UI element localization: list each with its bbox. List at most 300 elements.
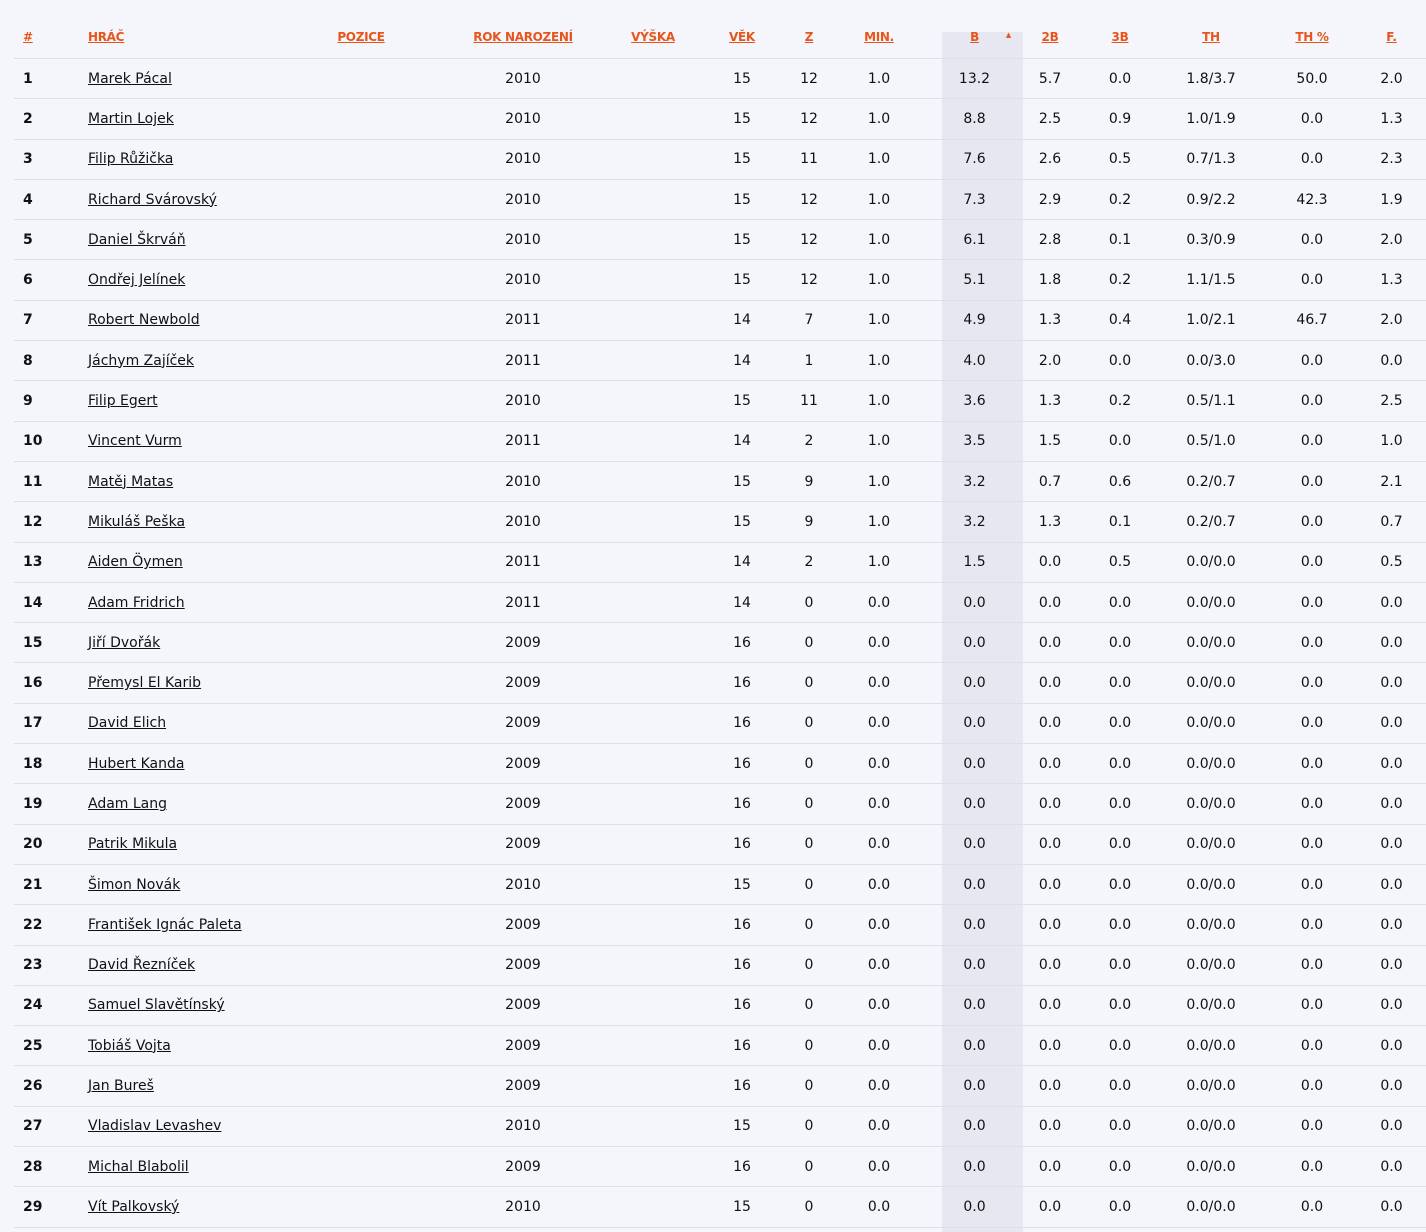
cell-ft-pct: 0.0	[1267, 784, 1357, 824]
player-link[interactable]: Filip Egert	[88, 393, 158, 410]
table-row	[14, 663, 1426, 703]
cell-three-pt: 0.0	[1085, 703, 1155, 743]
cell-birth-year: 2010	[430, 864, 616, 904]
cell-two-pt: 0.0	[1015, 542, 1085, 582]
header-fouls[interactable]: F.	[1357, 16, 1426, 59]
player-stats-table	[14, 16, 1426, 1228]
cell-three-pt: 0.0	[1085, 985, 1155, 1025]
cell-points: 13.2	[934, 59, 1015, 99]
cell-minutes: 0.0	[824, 1106, 934, 1146]
table-row	[14, 139, 1426, 179]
cell-three-pt: 0.0	[1085, 945, 1155, 985]
cell-position	[292, 824, 430, 864]
cell-fouls: 0.0	[1357, 341, 1426, 381]
cell-games: 0	[794, 703, 824, 743]
player-link[interactable]: Jiří Dvořák	[88, 634, 161, 651]
cell-minutes: 1.0	[824, 179, 934, 219]
table-header-row	[14, 16, 1426, 59]
player-link[interactable]: Michal Blabolil	[88, 1158, 189, 1175]
cell-height	[616, 502, 690, 542]
cell-free-throws: 0.0/0.0	[1155, 542, 1267, 582]
cell-two-pt: 0.0	[1015, 1066, 1085, 1106]
table-row	[14, 623, 1426, 663]
cell-player	[88, 461, 292, 501]
table-row	[14, 341, 1426, 381]
cell-player	[88, 59, 292, 99]
cell-three-pt: 0.0	[1085, 1026, 1155, 1066]
cell-birth-year: 2010	[430, 461, 616, 501]
cell-minutes: 1.0	[824, 260, 934, 300]
cell-two-pt: 1.3	[1015, 502, 1085, 542]
cell-num: 25	[14, 1026, 88, 1066]
player-link[interactable]: Ondřej Jelínek	[88, 272, 186, 289]
cell-ft-pct: 0.0	[1267, 99, 1357, 139]
cell-minutes: 1.0	[824, 542, 934, 582]
cell-birth-year: 2010	[430, 1106, 616, 1146]
cell-ft-pct: 0.0	[1267, 1066, 1357, 1106]
table-row	[14, 1066, 1426, 1106]
header-position[interactable]: POZICE	[292, 16, 430, 59]
cell-points: 4.9	[934, 300, 1015, 340]
cell-num: 24	[14, 985, 88, 1025]
cell-num: 13	[14, 542, 88, 582]
cell-player	[88, 905, 292, 945]
cell-height	[616, 341, 690, 381]
cell-points: 8.8	[934, 99, 1015, 139]
cell-two-pt: 0.0	[1015, 1106, 1085, 1146]
cell-games: 0	[794, 582, 824, 622]
cell-points: 4.0	[934, 341, 1015, 381]
cell-player	[88, 341, 292, 381]
cell-height	[616, 1147, 690, 1187]
header-birth-year[interactable]: ROK NAROZENÍ	[430, 16, 616, 59]
cell-age: 16	[690, 905, 794, 945]
header-two-pt[interactable]: 2B	[1015, 16, 1085, 59]
table-row	[14, 1106, 1426, 1146]
player-link[interactable]: Marek Pácal	[88, 70, 172, 87]
cell-fouls: 0.5	[1357, 542, 1426, 582]
cell-fouls: 2.5	[1357, 381, 1426, 421]
cell-ft-pct: 42.3	[1267, 179, 1357, 219]
cell-fouls: 2.1	[1357, 461, 1426, 501]
cell-position	[292, 623, 430, 663]
cell-three-pt: 0.0	[1085, 824, 1155, 864]
cell-height	[616, 179, 690, 219]
cell-points: 0.0	[934, 824, 1015, 864]
cell-three-pt: 0.1	[1085, 502, 1155, 542]
header-minutes[interactable]: MIN.	[824, 16, 934, 59]
cell-points: 3.2	[934, 461, 1015, 501]
cell-birth-year: 2010	[430, 99, 616, 139]
cell-num: 2	[14, 99, 88, 139]
cell-two-pt: 2.0	[1015, 341, 1085, 381]
header-player[interactable]: HRÁČ	[88, 16, 292, 59]
cell-two-pt: 1.3	[1015, 300, 1085, 340]
player-link[interactable]: Adam Lang	[88, 795, 168, 812]
player-link[interactable]: Vincent Vurm	[88, 433, 182, 450]
cell-fouls: 0.0	[1357, 824, 1426, 864]
cell-three-pt: 0.2	[1085, 179, 1155, 219]
cell-age: 15	[690, 220, 794, 260]
cell-birth-year: 2009	[430, 985, 616, 1025]
player-link[interactable]: Richard Svárovský	[88, 191, 217, 208]
cell-minutes: 0.0	[824, 945, 934, 985]
cell-height	[616, 461, 690, 501]
cell-position	[292, 905, 430, 945]
cell-three-pt: 0.0	[1085, 663, 1155, 703]
player-link[interactable]: Šimon Novák	[88, 876, 181, 893]
cell-free-throws: 0.0/3.0	[1155, 341, 1267, 381]
cell-ft-pct: 0.0	[1267, 1026, 1357, 1066]
cell-two-pt: 0.0	[1015, 1187, 1085, 1227]
cell-ft-pct: 0.0	[1267, 623, 1357, 663]
cell-three-pt: 0.0	[1085, 1106, 1155, 1146]
cell-points: 0.0	[934, 905, 1015, 945]
cell-fouls: 0.0	[1357, 905, 1426, 945]
cell-three-pt: 0.0	[1085, 623, 1155, 663]
table-row	[14, 220, 1426, 260]
cell-ft-pct: 0.0	[1267, 421, 1357, 461]
cell-minutes: 1.0	[824, 421, 934, 461]
table-row	[14, 381, 1426, 421]
cell-points: 6.1	[934, 220, 1015, 260]
cell-free-throws: 0.0/0.0	[1155, 864, 1267, 904]
cell-birth-year: 2009	[430, 623, 616, 663]
cell-games: 9	[794, 461, 824, 501]
cell-height	[616, 1066, 690, 1106]
cell-age: 14	[690, 542, 794, 582]
cell-age: 16	[690, 945, 794, 985]
cell-height	[616, 220, 690, 260]
table-row	[14, 1147, 1426, 1187]
cell-player	[88, 582, 292, 622]
player-link[interactable]: David Elich	[88, 715, 167, 732]
cell-free-throws: 0.0/0.0	[1155, 1026, 1267, 1066]
cell-three-pt: 0.0	[1085, 59, 1155, 99]
cell-two-pt: 2.9	[1015, 179, 1085, 219]
cell-three-pt: 0.0	[1085, 1147, 1155, 1187]
cell-num: 5	[14, 220, 88, 260]
player-link[interactable]: Vít Palkovský	[88, 1198, 180, 1215]
table-row	[14, 582, 1426, 622]
player-link[interactable]: Vladislav Levashev	[88, 1118, 222, 1135]
cell-three-pt: 0.4	[1085, 300, 1155, 340]
cell-three-pt: 0.5	[1085, 139, 1155, 179]
cell-three-pt: 0.0	[1085, 864, 1155, 904]
cell-birth-year: 2009	[430, 663, 616, 703]
cell-minutes: 1.0	[824, 341, 934, 381]
cell-num: 29	[14, 1187, 88, 1227]
cell-position	[292, 179, 430, 219]
cell-two-pt: 0.0	[1015, 1147, 1085, 1187]
cell-age: 16	[690, 1066, 794, 1106]
cell-free-throws: 0.0/0.0	[1155, 985, 1267, 1025]
cell-num: 9	[14, 381, 88, 421]
header-free-throws[interactable]: TH	[1155, 16, 1267, 59]
cell-games: 12	[794, 260, 824, 300]
cell-age: 14	[690, 300, 794, 340]
table-row	[14, 542, 1426, 582]
cell-player	[88, 784, 292, 824]
cell-height	[616, 99, 690, 139]
cell-height	[616, 905, 690, 945]
cell-points: 3.5	[934, 421, 1015, 461]
player-link[interactable]: Robert Newbold	[88, 312, 200, 329]
header-height[interactable]: VÝŠKA	[616, 16, 690, 59]
cell-age: 15	[690, 381, 794, 421]
cell-num: 7	[14, 300, 88, 340]
header-num[interactable]: #	[14, 16, 88, 59]
player-link[interactable]: Jan Bureš	[88, 1078, 154, 1095]
cell-minutes: 0.0	[824, 623, 934, 663]
cell-free-throws: 0.5/1.1	[1155, 381, 1267, 421]
cell-num: 16	[14, 663, 88, 703]
cell-height	[616, 945, 690, 985]
cell-free-throws: 0.7/1.3	[1155, 139, 1267, 179]
cell-games: 12	[794, 220, 824, 260]
cell-height	[616, 864, 690, 904]
cell-num: 14	[14, 582, 88, 622]
cell-player	[88, 502, 292, 542]
cell-two-pt: 1.5	[1015, 421, 1085, 461]
cell-height	[616, 703, 690, 743]
cell-player	[88, 985, 292, 1025]
player-link[interactable]: Tobiáš Vojta	[88, 1037, 171, 1054]
cell-height	[616, 139, 690, 179]
cell-three-pt: 0.2	[1085, 381, 1155, 421]
cell-points: 0.0	[934, 985, 1015, 1025]
cell-two-pt: 0.7	[1015, 461, 1085, 501]
header-three-pt[interactable]: 3B	[1085, 16, 1155, 59]
cell-free-throws: 0.0/0.0	[1155, 744, 1267, 784]
cell-num: 4	[14, 179, 88, 219]
cell-minutes: 1.0	[824, 381, 934, 421]
cell-num: 15	[14, 623, 88, 663]
cell-num: 17	[14, 703, 88, 743]
player-link[interactable]: Daniel Škrváň	[88, 231, 186, 248]
player-link[interactable]: Přemysl El Karib	[88, 675, 202, 692]
cell-birth-year: 2011	[430, 421, 616, 461]
cell-player	[88, 220, 292, 260]
cell-points: 0.0	[934, 703, 1015, 743]
cell-games: 0	[794, 864, 824, 904]
cell-minutes: 0.0	[824, 1187, 934, 1227]
cell-player	[88, 1187, 292, 1227]
cell-games: 0	[794, 945, 824, 985]
cell-player	[88, 744, 292, 784]
cell-two-pt: 0.0	[1015, 623, 1085, 663]
cell-birth-year: 2010	[430, 220, 616, 260]
cell-three-pt: 0.0	[1085, 905, 1155, 945]
cell-fouls: 2.0	[1357, 59, 1426, 99]
cell-position	[292, 1026, 430, 1066]
cell-age: 16	[690, 784, 794, 824]
cell-minutes: 0.0	[824, 1026, 934, 1066]
cell-age: 16	[690, 1026, 794, 1066]
cell-ft-pct: 0.0	[1267, 461, 1357, 501]
cell-birth-year: 2009	[430, 905, 616, 945]
cell-two-pt: 1.3	[1015, 381, 1085, 421]
cell-free-throws: 0.0/0.0	[1155, 623, 1267, 663]
cell-games: 9	[794, 502, 824, 542]
cell-num: 19	[14, 784, 88, 824]
cell-height	[616, 59, 690, 99]
cell-num: 21	[14, 864, 88, 904]
cell-points: 0.0	[934, 1066, 1015, 1106]
cell-two-pt: 0.0	[1015, 1026, 1085, 1066]
player-link[interactable]: Jáchym Zajíček	[88, 352, 195, 369]
cell-player	[88, 1106, 292, 1146]
player-link[interactable]: František Ignác Paleta	[88, 916, 242, 933]
cell-fouls: 1.0	[1357, 421, 1426, 461]
cell-two-pt: 1.8	[1015, 260, 1085, 300]
cell-height	[616, 381, 690, 421]
cell-games: 0	[794, 1066, 824, 1106]
cell-three-pt: 0.0	[1085, 744, 1155, 784]
cell-height	[616, 421, 690, 461]
cell-age: 16	[690, 623, 794, 663]
cell-position	[292, 260, 430, 300]
cell-birth-year: 2010	[430, 59, 616, 99]
cell-free-throws: 0.9/2.2	[1155, 179, 1267, 219]
player-link[interactable]: Matěj Matas	[88, 473, 174, 490]
cell-two-pt: 2.8	[1015, 220, 1085, 260]
cell-games: 0	[794, 623, 824, 663]
cell-position	[292, 461, 430, 501]
table-row	[14, 703, 1426, 743]
cell-age: 15	[690, 864, 794, 904]
cell-free-throws: 0.0/0.0	[1155, 703, 1267, 743]
cell-fouls: 0.0	[1357, 864, 1426, 904]
cell-fouls: 1.3	[1357, 99, 1426, 139]
cell-position	[292, 1187, 430, 1227]
cell-birth-year: 2010	[430, 1187, 616, 1227]
cell-points: 0.0	[934, 582, 1015, 622]
cell-ft-pct: 0.0	[1267, 220, 1357, 260]
header-ft-pct[interactable]: TH %	[1267, 16, 1357, 59]
table-row	[14, 744, 1426, 784]
cell-ft-pct: 0.0	[1267, 945, 1357, 985]
cell-games: 0	[794, 985, 824, 1025]
cell-position	[292, 1106, 430, 1146]
cell-free-throws: 0.0/0.0	[1155, 1187, 1267, 1227]
cell-position	[292, 1147, 430, 1187]
header-points[interactable]	[934, 16, 1015, 59]
cell-height	[616, 985, 690, 1025]
cell-points: 1.5	[934, 542, 1015, 582]
cell-birth-year: 2009	[430, 784, 616, 824]
cell-height	[616, 300, 690, 340]
stats-page	[0, 16, 1426, 1232]
cell-position	[292, 421, 430, 461]
cell-games: 12	[794, 99, 824, 139]
cell-age: 14	[690, 421, 794, 461]
cell-points: 0.0	[934, 744, 1015, 784]
table-row	[14, 179, 1426, 219]
cell-ft-pct: 0.0	[1267, 663, 1357, 703]
player-link[interactable]: Aiden Öymen	[88, 554, 183, 571]
cell-points: 3.6	[934, 381, 1015, 421]
cell-birth-year: 2010	[430, 502, 616, 542]
cell-games: 12	[794, 179, 824, 219]
cell-three-pt: 0.0	[1085, 582, 1155, 622]
cell-player	[88, 1147, 292, 1187]
cell-age: 15	[690, 59, 794, 99]
cell-age: 16	[690, 703, 794, 743]
cell-num: 3	[14, 139, 88, 179]
cell-ft-pct: 0.0	[1267, 1106, 1357, 1146]
header-games[interactable]: Z	[794, 16, 824, 59]
player-link[interactable]: Filip Růžička	[88, 151, 174, 168]
cell-minutes: 1.0	[824, 461, 934, 501]
cell-player	[88, 945, 292, 985]
player-link[interactable]: Patrik Mikula	[88, 836, 178, 853]
table-row	[14, 985, 1426, 1025]
cell-position	[292, 220, 430, 260]
cell-minutes: 1.0	[824, 220, 934, 260]
cell-fouls: 2.3	[1357, 139, 1426, 179]
player-link[interactable]: Samuel Slavětínský	[88, 997, 225, 1014]
cell-two-pt: 0.0	[1015, 824, 1085, 864]
cell-games: 2	[794, 542, 824, 582]
header-points-label: B	[970, 30, 979, 44]
cell-num: 26	[14, 1066, 88, 1106]
header-age[interactable]: VĚK	[690, 16, 794, 59]
cell-ft-pct: 0.0	[1267, 502, 1357, 542]
cell-free-throws: 0.0/0.0	[1155, 1147, 1267, 1187]
cell-ft-pct: 0.0	[1267, 703, 1357, 743]
cell-birth-year: 2010	[430, 381, 616, 421]
cell-fouls: 0.7	[1357, 502, 1426, 542]
player-link[interactable]: Martin Lojek	[88, 110, 174, 127]
cell-player	[88, 864, 292, 904]
cell-birth-year: 2009	[430, 744, 616, 784]
cell-position	[292, 59, 430, 99]
cell-games: 0	[794, 744, 824, 784]
cell-fouls: 0.0	[1357, 623, 1426, 663]
cell-games: 0	[794, 905, 824, 945]
player-link[interactable]: Mikuláš Peška	[88, 513, 186, 530]
player-link[interactable]: David Řezníček	[88, 957, 196, 974]
cell-age: 15	[690, 1187, 794, 1227]
player-link[interactable]: Adam Fridrich	[88, 594, 185, 611]
cell-num: 10	[14, 421, 88, 461]
cell-free-throws: 0.2/0.7	[1155, 502, 1267, 542]
cell-free-throws: 0.0/0.0	[1155, 784, 1267, 824]
cell-games: 0	[794, 1147, 824, 1187]
cell-ft-pct: 0.0	[1267, 1147, 1357, 1187]
cell-position	[292, 341, 430, 381]
cell-age: 15	[690, 1106, 794, 1146]
cell-birth-year: 2011	[430, 341, 616, 381]
cell-fouls: 0.0	[1357, 703, 1426, 743]
cell-free-throws: 1.1/1.5	[1155, 260, 1267, 300]
cell-player	[88, 663, 292, 703]
cell-player	[88, 99, 292, 139]
cell-minutes: 0.0	[824, 703, 934, 743]
cell-age: 15	[690, 260, 794, 300]
cell-free-throws: 1.0/2.1	[1155, 300, 1267, 340]
table-row	[14, 824, 1426, 864]
table-row	[14, 784, 1426, 824]
cell-three-pt: 0.5	[1085, 542, 1155, 582]
cell-birth-year: 2010	[430, 179, 616, 219]
cell-num: 12	[14, 502, 88, 542]
cell-height	[616, 784, 690, 824]
cell-minutes: 0.0	[824, 905, 934, 945]
player-link[interactable]: Hubert Kanda	[88, 755, 185, 772]
cell-points: 0.0	[934, 864, 1015, 904]
